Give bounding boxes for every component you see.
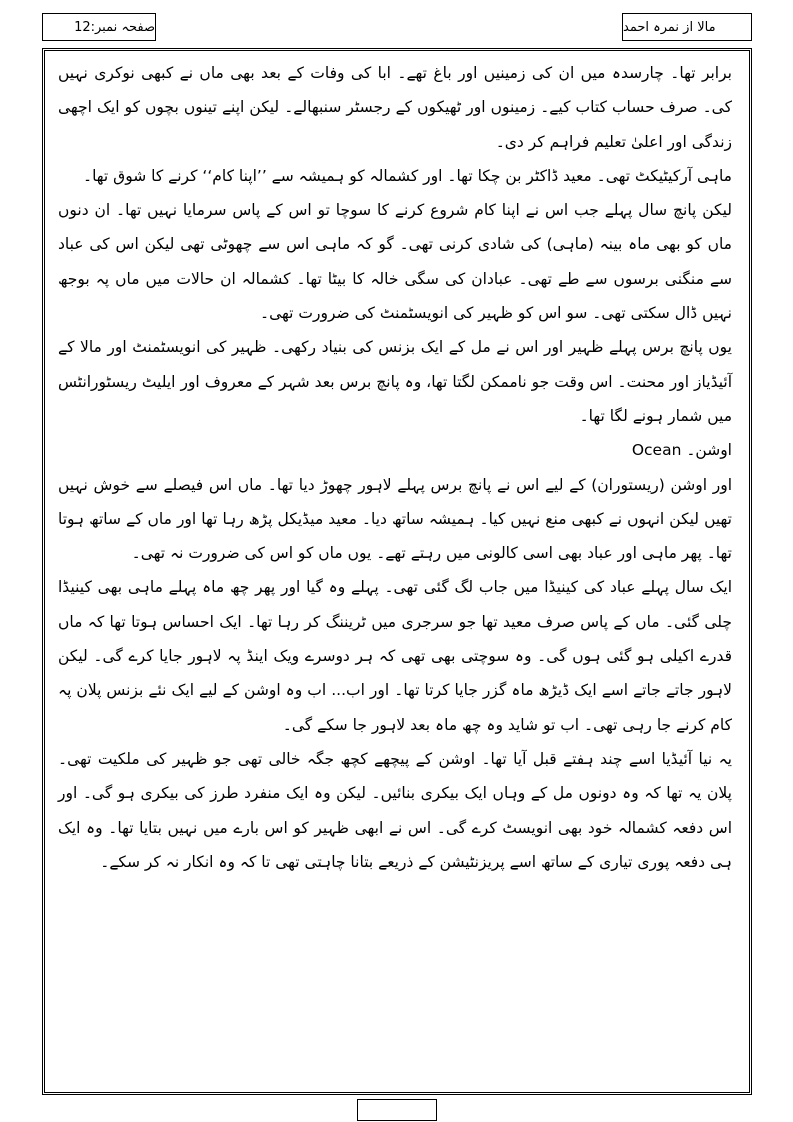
paragraph-4: یوں پانچ برس پہلے ظہیر اور اس نے مل کے ایک بزنس کی بنیاد رکھی۔ ظہیر کی انویسٹمنٹ اور مالا کے آئیڈیاز اور محنت۔ اس وقت جو ناممکن لگتا تھا، وہ پانچ برس بعد شہر کے معروف اور ایلیٹ ریسٹورانٹس میں شمار ہونے لگا تھا۔ — [58, 338, 732, 425]
paragraph-6: اور اوشن (ریستوران) کے لیے اس نے پانچ برس پہلے لاہور چھوڑ دیا تھا۔ ماں اس فیصلے سے خوش نہیں تھیں لیکن انہوں نے کبھی منع نہیں کیا۔ ہمیشہ ساتھ دیا۔ معید میڈیکل پڑھ رہا تھا اور ماں کے ساتھ ہوتا تھا۔ پھر ماہی اور عباد بھی اسی کالونی میں رہتے تھے۔ یوں ماں کو اس کی ضرورت نہ تھی۔ — [58, 475, 732, 563]
author-title: مالا از نمرہ احمد — [623, 19, 716, 35]
page-body — [58, 56, 732, 879]
paragraph-2: ماہی آرکیٹیکٹ تھی۔ معید ڈاکٹر بن چکا تھا۔ اور کشمالہ کو ہمیشہ سے ’’اپنا کام‘‘ کرنے کا شوق تھا۔ — [82, 166, 732, 185]
page-number-box — [42, 13, 156, 41]
paragraph-3: لیکن پانچ سال پہلے جب اس نے اپنا کام شروع کرنے کا سوچا تو اس کے پاس سرمایا نہیں تھا۔ ان دنوں ماں کو بھی ماہ بینہ (ماہی) کی شادی کرنی تھی۔ گو کہ ماہی اس سے چھوٹی تھی لیکن اس کی عباد سے منگنی برسوں سے طے تھی۔ عبادان کی سگی خالہ کا بیٹا تھا۔ کشمالہ ان حالات میں ماں پہ بوجھ نہیں ڈال سکتی تھی۔ سو اس کو ظہیر کی انویسٹمنٹ کی ضرورت تھی۔ — [58, 201, 732, 323]
author-title-box — [622, 13, 752, 41]
paragraph-8: یہ نیا آئیڈیا اسے چند ہفتے قبل آیا تھا۔ اوشن کے پیچھے کچھ جگہ خالی تھی جو ظہیر کی ملکیت تھی۔ پلان یہ تھا کہ وہ دونوں مل کے وہاں ایک بیکری بنائیں۔ لیکن وہ ایک منفرد طرز کی بیکری ہو گی۔ اور اس دفعہ کشمالہ خود بھی انویسٹ کرے گی۔ اس نے ابھی ظہیر کو اس بارے میں نہیں بتایا تھا۔ وہ ایک ہی دفعہ پوری تیاری کے ساتھ اسے پریزنٹیشن کے ذریعے بتانا چاہتی تھی تا کہ وہ انکار نہ کر سکے۔ — [58, 749, 732, 871]
page-number-label: صفحہ نمبر:12 — [74, 19, 155, 35]
paragraph-5: اوشن۔ Ocean — [631, 441, 732, 460]
footer-page-box — [357, 1099, 437, 1121]
paragraph-1: برابر تھا۔ چارسدہ میں ان کی زمینیں اور باغ تھے۔ ابا کی وفات کے بعد بھی ماں نے کبھی نوکری نہیں کی۔ صرف حساب کتاب کیے۔ زمینوں اور ٹھیکوں کے رجسٹر سنبھالے۔ لیکن اپنے تینوں بچوں کو ایک اچھی زندگی اور اعلیٰ تعلیم فراہم کر دی۔ — [58, 64, 732, 151]
paragraph-7: ایک سال پہلے عباد کی کینیڈا میں جاب لگ گئی تھی۔ پہلے وہ گیا اور پھر چھ ماہ پہلے ماہی بھی کینیڈا چلی گئی۔ ماں کے پاس صرف معید تھا جو سرجری میں ٹریننگ کر رہا تھا۔ ایک احساس ہوتا تھا کہ ماں قدرے اکیلی ہو گئی ہوں گی۔ وہ سوچتی بھی تھی کہ ہر دوسرے ویک اینڈ پہ لاہور جایا کرے گی۔ لیکن لاہور جاتے جاتے اسے ایک ڈیڑھ ماہ گزر جایا کرتا تھا۔ اور اب... اب وہ اوشن کے لیے ایک نئے بزنس پلان پہ کام کرنے جا رہی تھی۔ اب تو شاید وہ چھ ماہ بعد لاہور جا سکے گی۔ — [58, 578, 732, 734]
